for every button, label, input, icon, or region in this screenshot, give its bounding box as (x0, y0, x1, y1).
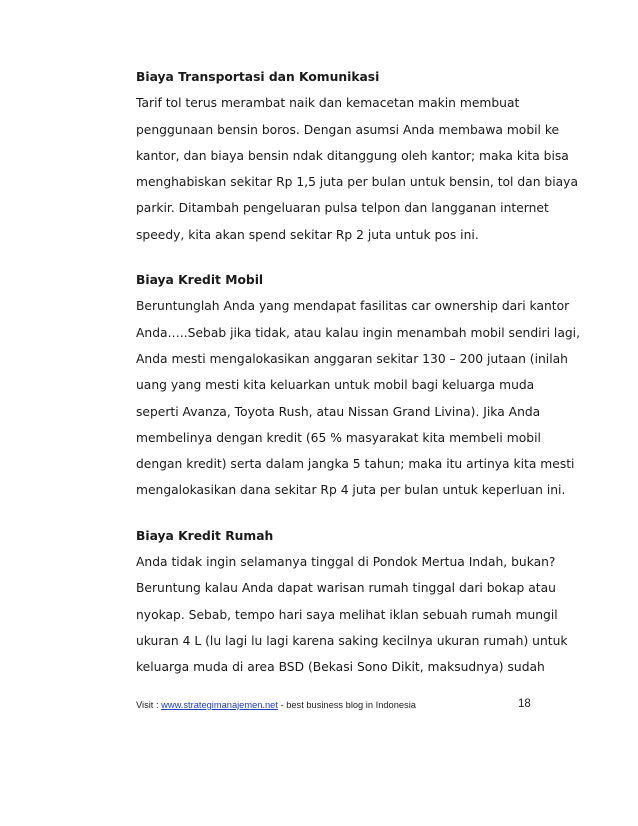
paragraph-line: dengan kredit) serta dalam jangka 5 tahun; maka itu artinya kita mesti (136, 457, 575, 472)
paragraph-line: kantor, dan biaya bensin ndak ditanggung oleh kantor; maka kita bisa (136, 148, 569, 163)
paragraph-line: nyokap. Sebab, tempo hari saya melihat iklan sebuah rumah mungil (136, 607, 558, 622)
section-kredit-mobil (136, 267, 581, 504)
paragraph-line: Tarif tol terus merambat naik dan kemacetan makin membuat (136, 96, 520, 111)
section-kredit-rumah (136, 523, 568, 681)
paragraph-line: Anda…..Sebab jika tidak, atau kalau ingin menambah mobil sendiri lagi, (136, 325, 581, 340)
footer-website-link[interactable]: www.strategimanajemen.net (161, 700, 278, 710)
section-heading: Biaya Kredit Mobil (136, 273, 264, 288)
page-number: 18 (518, 698, 531, 710)
paragraph-line: parkir. Ditambah pengeluaran pulsa telpon dan langganan internet (136, 201, 549, 216)
paragraph-line: speedy, kita akan spend sekitar Rp 2 juta untuk pos ini. (136, 227, 479, 242)
paragraph-line: mengalokasikan dana sekitar Rp 4 juta per bulan untuk keperluan ini. (136, 483, 566, 498)
paragraph-line: menghabiskan sekitar Rp 1,5 juta per bulan untuk bensin, tol dan biaya (136, 175, 578, 190)
paragraph-line: seperti Avanza, Toyota Rush, atau Nissan Grand Livina). Jika Anda (136, 404, 541, 419)
section-heading: Biaya Transportasi dan Komunikasi (136, 70, 380, 84)
section-heading: Biaya Kredit Rumah (136, 528, 274, 543)
paragraph-line: Anda mesti mengalokasikan anggaran sekitar 130 – 200 jutaan (inilah (136, 351, 568, 366)
page-body (136, 64, 581, 700)
paragraph-line: keluarga muda di area BSD (Bekasi Sono Dikit, maksudnya) sudah (136, 660, 545, 675)
paragraph-line: Beruntung kalau Anda dapat warisan rumah tinggal dari bokap atau (136, 581, 556, 596)
section-transportasi (136, 64, 578, 248)
paragraph-line: Anda tidak ingin selamanya tinggal di Pondok Mertua Indah, bukan? (136, 555, 556, 570)
page-footer (136, 700, 538, 710)
paragraph-line: membelinya dengan kredit (65 % masyarakat kita membeli mobil (136, 430, 541, 445)
paragraph-line: penggunaan bensin boros. Dengan asumsi Anda membawa mobil ke (136, 122, 560, 137)
paragraph-line: uang yang mesti kita keluarkan untuk mobil bagi keluarga muda (136, 378, 535, 393)
footer-tagline: - best business blog in Indonesia (277, 700, 416, 710)
paragraph-line: Beruntunglah Anda yang mendapat fasilitas car ownership dari kantor (136, 299, 570, 314)
paragraph-line: ukuran 4 L (lu lagi lu lagi karena saking kecilnya ukuran rumah) untuk (136, 633, 568, 648)
footer-prefix: Visit : (136, 700, 162, 710)
